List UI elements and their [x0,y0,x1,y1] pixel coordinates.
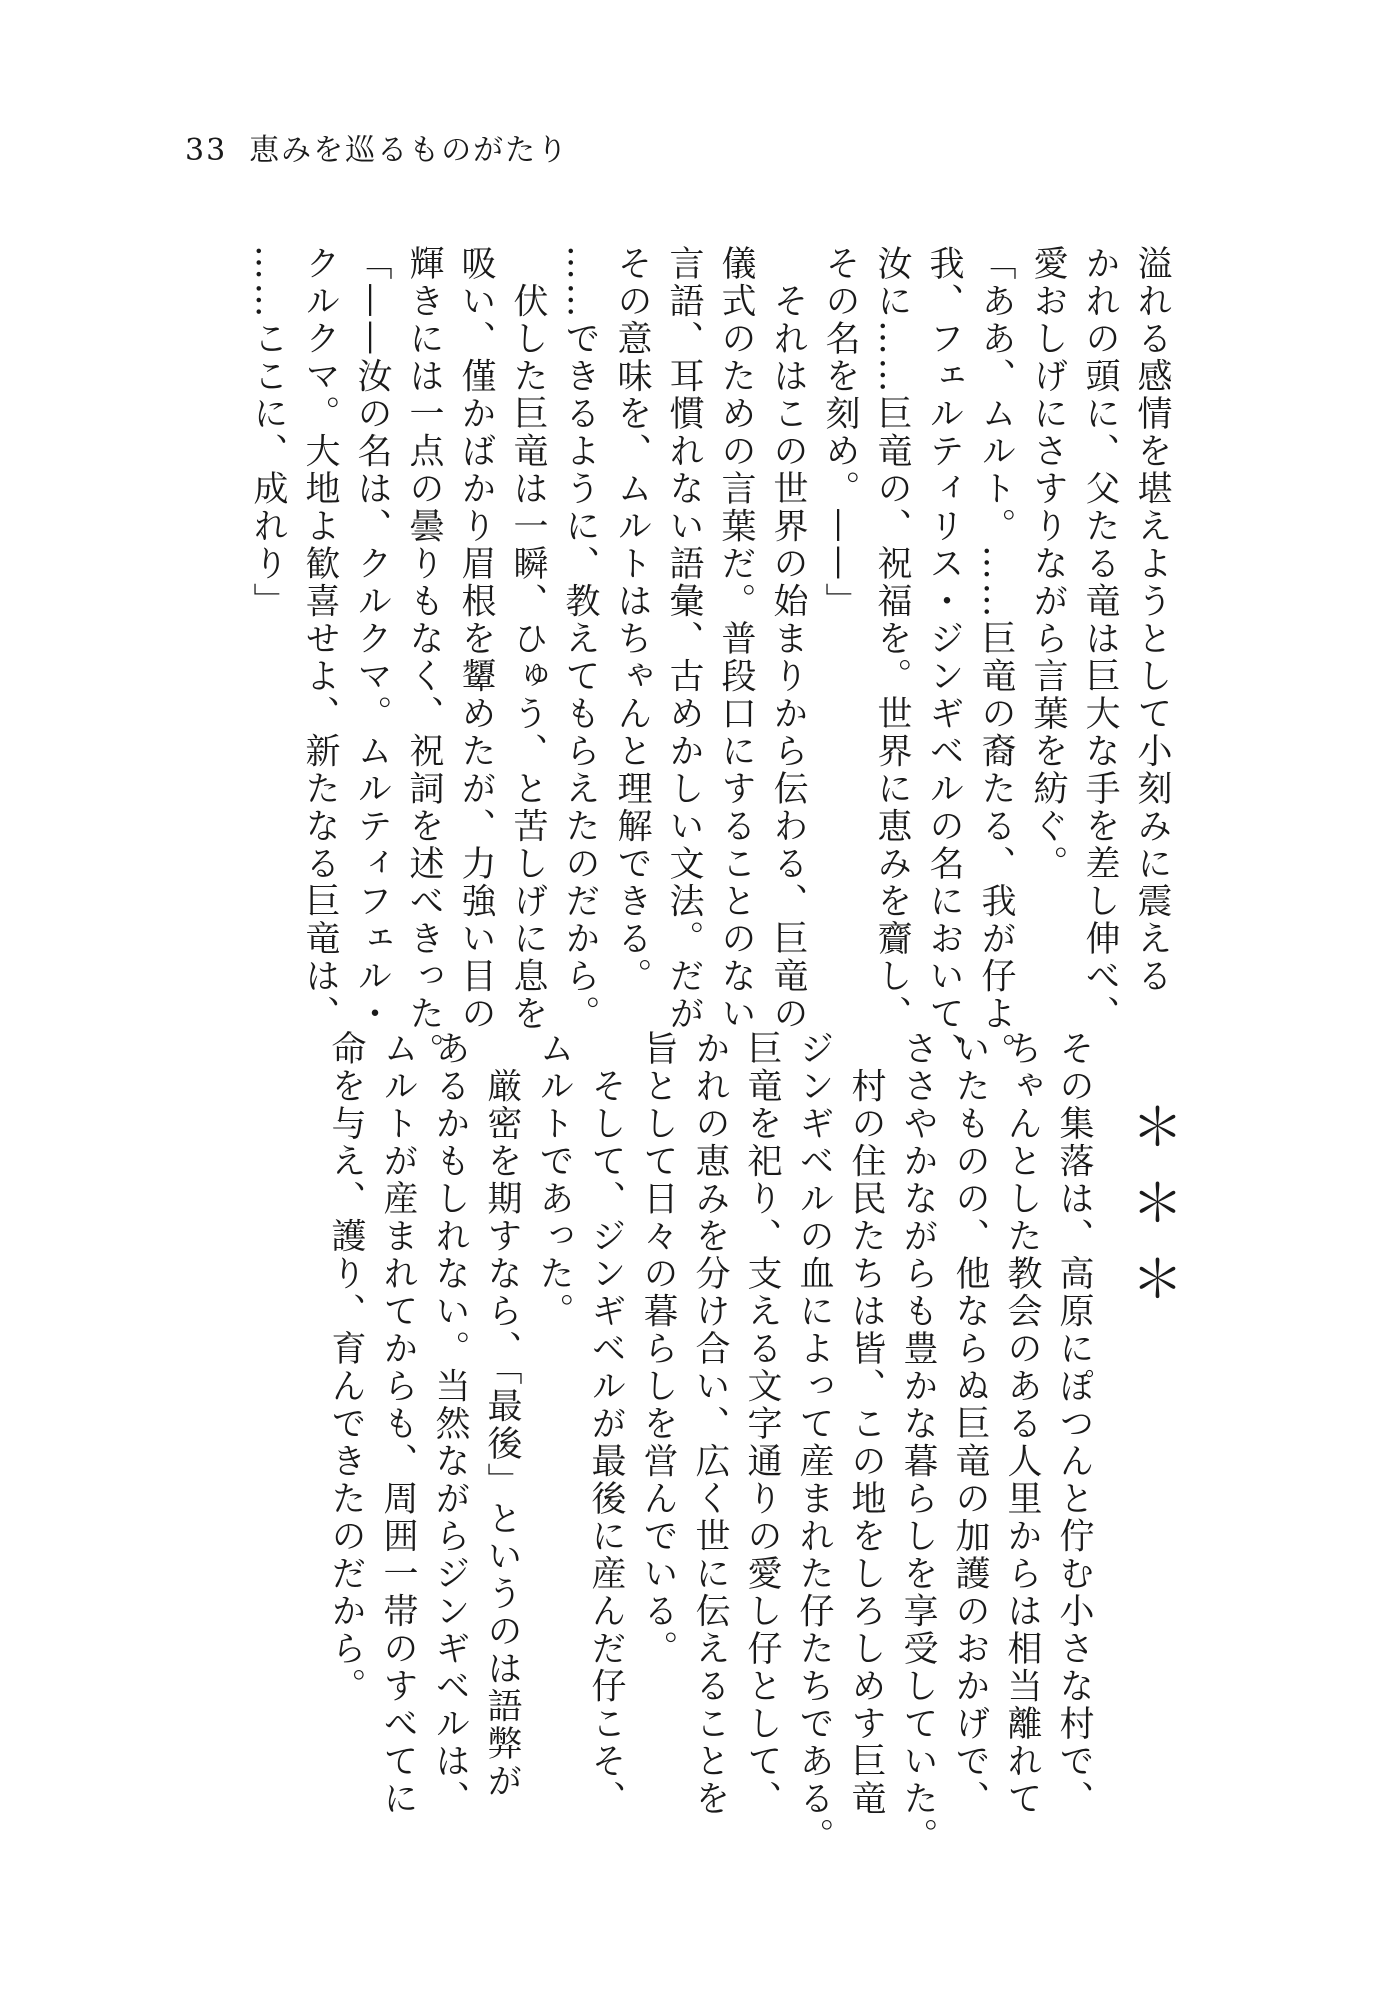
text-line: ささやかながらも豊かな暮らしを享受していた。 [898,1030,938,1855]
text-line: クルクマ。大地よ歓喜せよ、新たなる巨竜は、 [300,245,340,1033]
text-line: 我、フェルティリス・ジンギベルの名において、 [924,245,964,1070]
text-line: 伏した巨竜は一瞬、ひゅう、と苦しげに息を [508,245,548,1033]
text-line: ムルトであった。 [534,1030,574,1330]
text-line: そして、ジンギベルが最後に産んだ仔こそ、 [586,1030,626,1818]
text-line: ……ここに、成れり」 [248,245,288,620]
page-number: 33 [185,133,228,168]
text-line: かれの頭に、父たる竜は巨大な手を差し伸べ、 [1080,245,1120,1033]
text-line: 溢れる感情を堪えようとして小刻みに震える [1132,245,1172,995]
text-line: 巨竜を祀り、支える文字通りの愛し仔として、 [742,1030,782,1818]
text-line: 吸い、僅かばかり眉根を顰めたが、力強い目の [456,245,496,1033]
text-line: 儀式のための言葉だ。普段口にすることのない [716,245,756,1033]
text-line: ちゃんとした教会のある人里からは相当離れて [1002,1030,1042,1818]
text-line: その集落は、高原にぽつんと佇む小さな村で、 [1054,1030,1094,1818]
text-line: ジンギベルの血によって産まれた仔たちである。 [794,1030,834,1855]
text-block-bottom [320,1030,1182,1855]
text-line: ムルトが産まれてからも、周囲一帯のすべてに [378,1030,418,1818]
text-line: 愛おしげにさすりながら言葉を紡ぐ。 [1028,245,1068,883]
text-line: 言語、耳慣れない語彙、古めかしい文法。だが [664,245,704,1033]
text-line: 村の住民たちは皆、この地をしろしめす巨竜 [846,1030,886,1818]
text-line: かれの恵みを分け合い、広く世に伝えることを [690,1030,730,1818]
text-line: それはこの世界の始まりから伝わる、巨竜の [768,245,808,1033]
text-block-top [242,245,1178,1070]
text-line: あるかもしれない。当然ながらジンギベルは、 [430,1030,470,1818]
text-line: 命を与え、護り、育んできたのだから。 [326,1030,366,1705]
text-line: いたものの、他ならぬ巨竜の加護のおかげで、 [950,1030,990,1818]
text-line: 汝に……巨竜の、祝福を。世界に恵みを齎し、 [872,245,912,1033]
text-line: 「ああ、ムルト。……巨竜の裔たる、我が仔よ。 [976,245,1016,1070]
text-line: その意味を、ムルトはちゃんと理解できる。 [612,245,652,995]
section-break: ＊＊＊ [1122,1100,1182,1328]
chapter-title: 恵みを巡るものがたり [249,133,570,168]
text-line: 旨として日々の暮らしを営んでいる。 [638,1030,678,1668]
text-line: 厳密を期すなら、「最後」というのは語弊が [482,1030,522,1800]
text-line: その名を刻め。——」 [820,245,860,620]
running-header [185,125,569,169]
text-line: 「——汝の名は、クルクマ。ムルティフェル・ [352,245,392,1033]
text-line: 輝きには一点の曇りもなく、祝詞を述べきった。 [404,245,444,1070]
text-line: ……できるように、教えてもらえたのだから。 [560,245,600,1033]
